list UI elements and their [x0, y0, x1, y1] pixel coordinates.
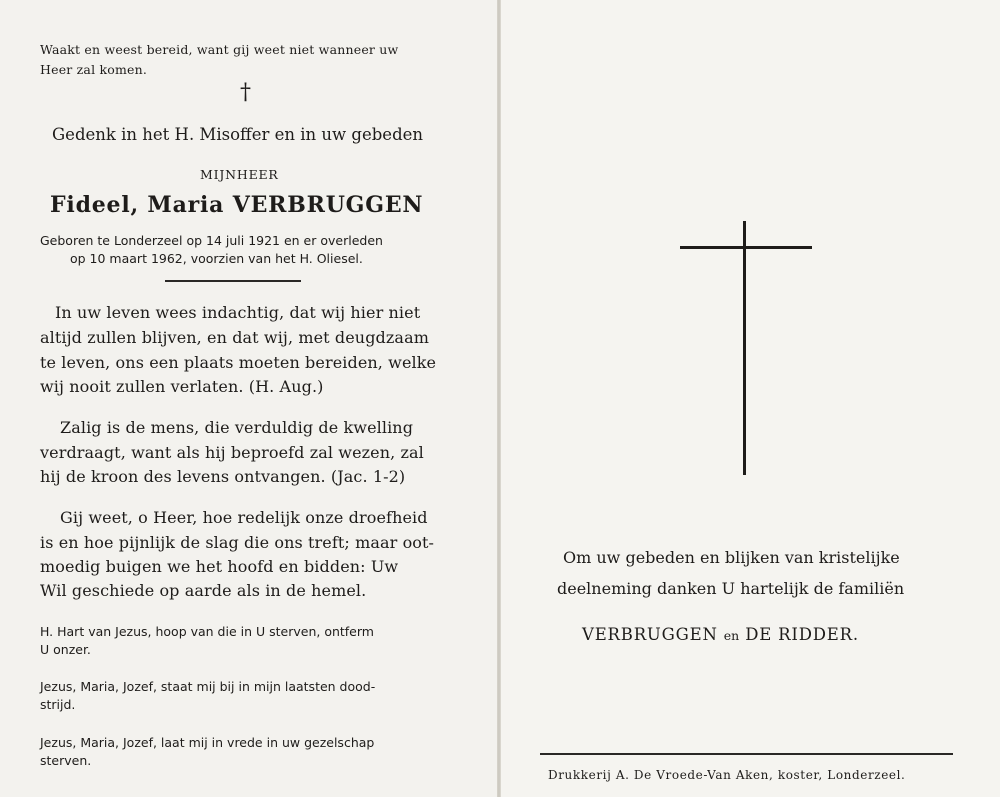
thanks-line-1: Om uw gebeden en blijken van kristelijke [563, 548, 900, 567]
title-mijnheer: MIJNHEER [200, 167, 279, 182]
gedenk-line: Gedenk in het H. Misoffer en in uw gebeden [52, 125, 424, 144]
para3-line-3: moedig buigen we het hoofd en bidden: Uw [40, 557, 399, 576]
right-panel [501, 0, 1000, 797]
para2-line-1: Zalig is de mens, die verduldig de kwelling [60, 418, 414, 437]
para2-line-2: verdraagt, want als hij beproefd zal wezen, zal [40, 443, 424, 462]
deceased-name: Fideel, Maria VERBRUGGEN [50, 192, 424, 218]
left-panel [0, 0, 497, 797]
family-first: VERBRUGGEN [582, 625, 718, 644]
born-line-2: op 10 maart 1962, voorzien van het H. Oliesel. [70, 251, 363, 266]
printer-credit: Drukkerij A. De Vroede-Van Aken, koster, Londerzeel. [548, 768, 906, 782]
families-line [582, 625, 859, 644]
cross-icon: † [240, 80, 251, 105]
prayer3-line-1: Jezus, Maria, Jozef, laat mij in vrede in uw gezelschap [40, 735, 375, 750]
prayer2-line-1: Jezus, Maria, Jozef, staat mij bij in mijn laatsten dood- [40, 679, 376, 694]
para3-line-1: Gij weet, o Heer, hoe redelijk onze droefheid [60, 508, 428, 527]
para1-line-1: In uw leven wees indachtig, dat wij hier niet [55, 303, 421, 322]
bottom-rule [540, 753, 953, 755]
para3-line-2: is en hoe pijnlijk de slag die ons treft; maar oot- [40, 533, 435, 552]
para1-line-2: altijd zullen blijven, en dat wij, met deugdzaam [40, 328, 429, 347]
intro-line-1: Waakt en weest bereid, want gij weet niet wanneer uw [40, 42, 399, 57]
intro-line-2: Heer zal komen. [40, 62, 148, 77]
divider-rule [165, 280, 301, 282]
prayer1-line-2: U onzer. [40, 642, 91, 657]
para1-line-4: wij nooit zullen verlaten. (H. Aug.) [40, 377, 324, 396]
prayer3-line-2: sterven. [40, 753, 92, 768]
para1-line-3: te leven, ons een plaats moeten bereiden, welke [40, 353, 437, 372]
para2-line-3: hij de kroon des levens ontvangen. (Jac. 1-2) [40, 467, 406, 486]
family-second: DE RIDDER. [745, 625, 859, 644]
thanks-line-2: deelneming danken U hartelijk de familiën [557, 579, 905, 598]
prayer1-line-1: H. Hart van Jezus, hoop van die in U sterven, ontferm [40, 624, 374, 639]
family-connector: en [723, 628, 740, 643]
prayer2-line-2: strijd. [40, 697, 76, 712]
large-cross-horizontal [680, 246, 812, 249]
born-line-1: Geboren te Londerzeel op 14 juli 1921 en er overleden [40, 233, 383, 248]
large-cross-vertical [743, 221, 746, 475]
para3-line-4: Wil geschiede op aarde als in de hemel. [40, 581, 367, 600]
